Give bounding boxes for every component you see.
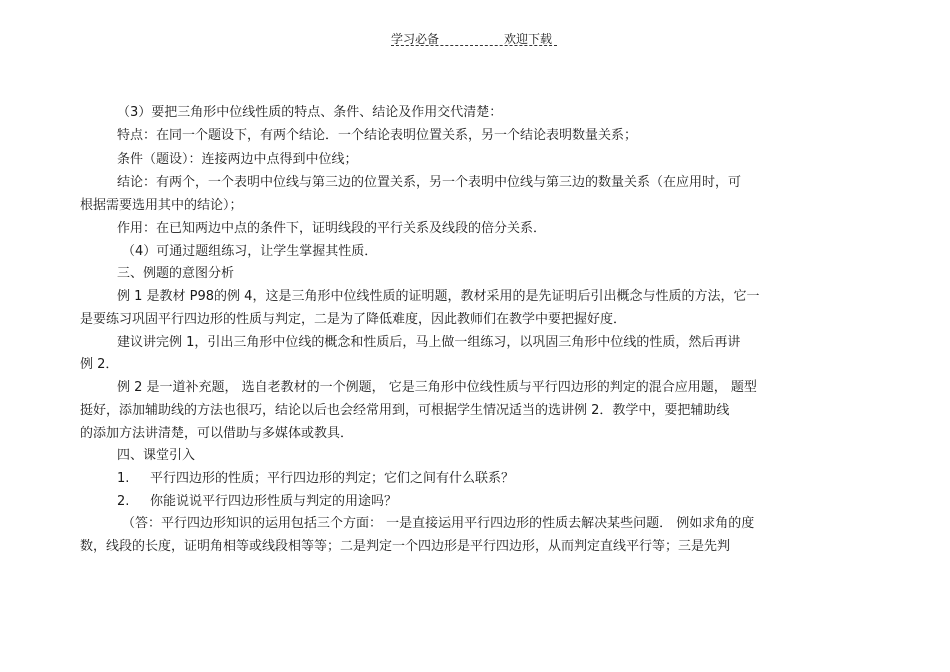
list-item [117, 493, 397, 511]
text-line: 例 2． [80, 357, 119, 372]
header-left-text: 学习必备 [391, 32, 440, 46]
list-item-text: 平行四边形的性质；平行四边形的判定；它们之间有什么联系？ [150, 471, 515, 486]
text-line: 例 2 是一道补充题， 选自老教材的一个例题， 它是三角形中位线性质与平行四边形的判定的混合应用题， 题型 [117, 380, 757, 395]
list-item-text: 你能说说平行四边形性质与判定的用途吗？ [150, 494, 398, 509]
list-item [117, 470, 514, 488]
text-line: 例 1 是教材 P98的例 4，这是三角形中位线性质的证明题，教材采用的是先证明后引出概念与性质的方法，它一 [117, 289, 760, 304]
text-line: 数，线段的长度，证明角相等或线段相等等；二是判定一个四边形是平行四边形，从而判定直线平行等；三是先判 [80, 539, 731, 554]
section-heading: 四、课堂引入 [117, 448, 196, 463]
list-item-number: 1. [117, 471, 130, 486]
text-line: （3）要把三角形中位线性质的特点、条件、结论及作用交代清楚： [117, 105, 503, 120]
text-line: 结论：有两个，一个表明中位线与第三边的位置关系，另一个表明中位线与第三边的数量关系（在应用时，可 [117, 175, 742, 190]
text-line: 条件（题设）：连接两边中点得到中位线； [117, 152, 358, 167]
text-line: 根据需要选用其中的结论）； [80, 198, 243, 213]
header-right-text: 欢迎下载 [504, 32, 553, 46]
text-line: （4）可通过题组练习，让学生掌握其性质． [122, 244, 378, 259]
text-line: （答：平行四边形知识的运用包括三个方面： 一是直接运用平行四边形的性质去解决某些问题． 例如求角的度 [122, 516, 755, 531]
text-line: 建议讲完例 1，引出三角形中位线的概念和性质后，马上做一组练习，以巩固三角形中位线的性质，然后再讲 [117, 335, 741, 350]
page-header [0, 30, 950, 50]
text-line: 的添加方法讲清楚，可以借助与多媒体或教具． [80, 426, 354, 441]
text-line: 特点：在同一个题设下，有两个结论．一个结论表明位置关系，另一个结论表明数量关系； [117, 128, 638, 143]
text-line: 作用：在已知两边中点的条件下，证明线段的平行关系及线段的倍分关系． [117, 221, 547, 236]
text-line: 挺好，添加辅助线的方法也很巧，结论以后也会经常用到，可根据学生情况适当的选讲例 2．教学中，要把辅助线 [80, 403, 730, 418]
text-line: 是要练习巩固平行四边形的性质与判定，二是为了降低难度，因此教师们在教学中要把握好度． [80, 312, 627, 327]
section-heading: 三、例题的意图分析 [117, 266, 235, 281]
header-underline [391, 45, 557, 46]
list-item-number: 2. [117, 494, 130, 509]
